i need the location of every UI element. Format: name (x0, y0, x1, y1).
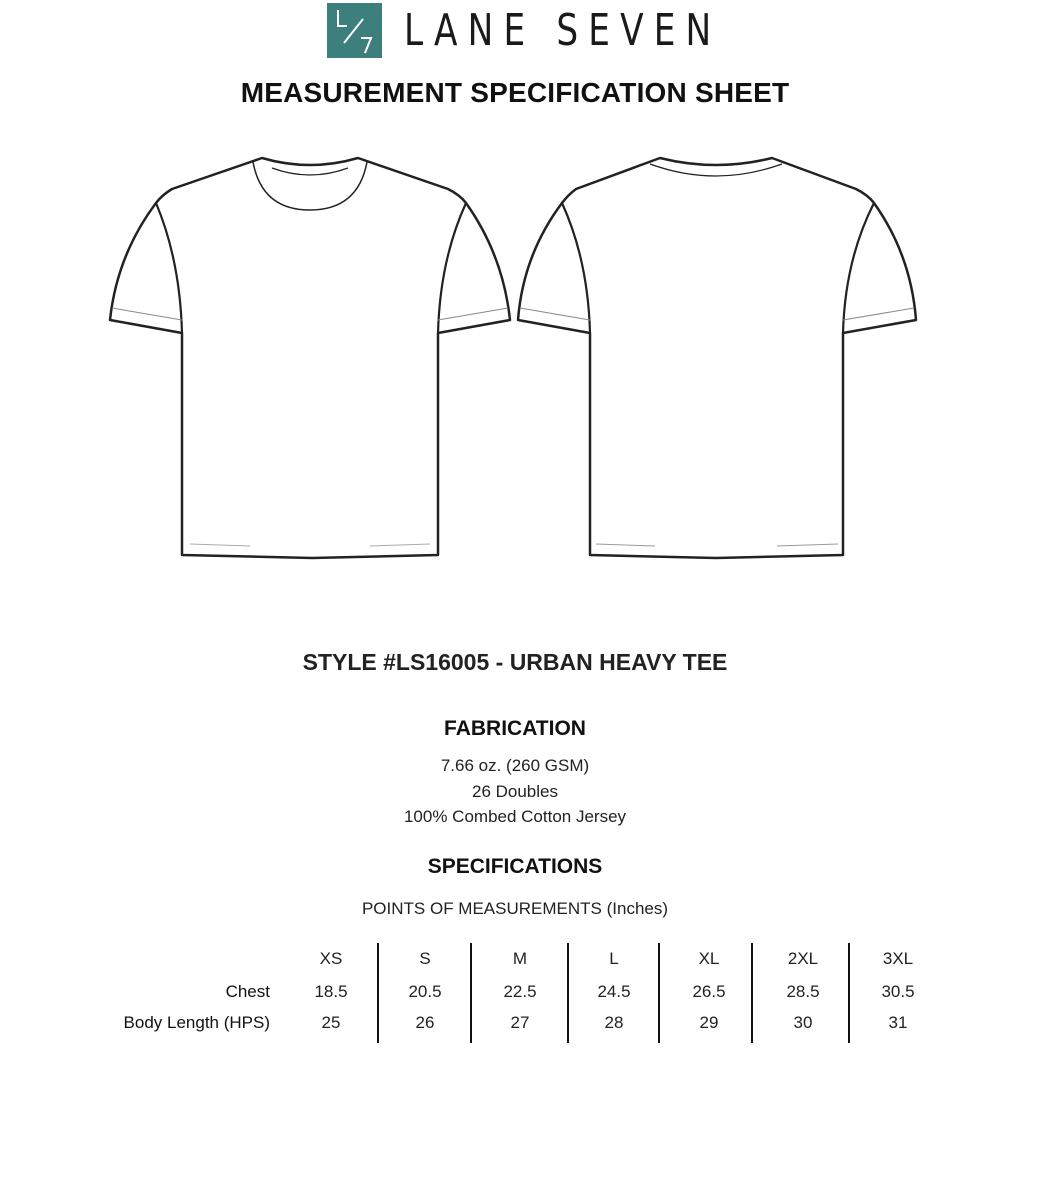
body-length-2xl: 30 (793, 1013, 813, 1032)
garment-drawings (0, 140, 1044, 570)
chest-m: 22.5 (503, 982, 537, 1001)
fabrication-gauge: 26 Doubles (471, 781, 558, 801)
size-header-s: S (419, 949, 431, 968)
body-length-xl: 29 (699, 1013, 719, 1032)
column-divider (377, 943, 379, 1043)
size-header-xl: XL (698, 949, 720, 968)
row-label-body-length: Body Length (HPS) (123, 1013, 270, 1032)
specifications-heading: SPECIFICATIONS (427, 855, 603, 878)
body-length-s: 26 (415, 1013, 435, 1032)
body-length-l: 28 (604, 1013, 624, 1032)
body-length-xs: 25 (321, 1013, 341, 1032)
size-header-l: L (609, 949, 619, 968)
size-header-xs: XS (319, 949, 343, 968)
chest-l: 24.5 (597, 982, 631, 1001)
fabrication-material: 100% Combed Cotton Jersey (403, 807, 627, 826)
body-length-m: 27 (510, 1013, 530, 1032)
fabrication-details (0, 753, 1030, 830)
size-spec-table (0, 943, 1044, 1043)
chest-2xl: 28.5 (786, 982, 820, 1001)
logo-monogram-icon (327, 3, 382, 58)
chest-s: 20.5 (408, 982, 442, 1001)
size-header-2xl: 2XL (787, 949, 819, 968)
style-title: STYLE #LS16005 - URBAN HEAVY TEE (302, 649, 728, 675)
brand-header (0, 3, 1044, 59)
chest-3xl: 30.5 (881, 982, 915, 1001)
fabrication-heading: FABRICATION (444, 717, 586, 740)
column-divider (470, 943, 472, 1043)
sheet-title: MEASUREMENT SPECIFICATION SHEET (240, 77, 790, 108)
chest-xs: 18.5 (314, 982, 348, 1001)
row-label-chest: Chest (225, 982, 270, 1001)
brand-name: LANE SEVEN (404, 5, 722, 56)
lane-seven-logo (327, 3, 382, 58)
body-length-3xl: 31 (888, 1013, 908, 1032)
size-header-3xl: 3XL (882, 949, 914, 968)
fabrication-weight: 7.66 oz. (260 GSM) (440, 756, 590, 775)
points-of-measurement-title: POINTS OF MEASUREMENTS (Inches) (361, 899, 669, 918)
size-header-m: M (512, 949, 528, 968)
column-divider (848, 943, 850, 1043)
chest-xl: 26.5 (692, 982, 726, 1001)
back-view-tshirt (518, 158, 916, 558)
front-view-tshirt (110, 158, 510, 558)
